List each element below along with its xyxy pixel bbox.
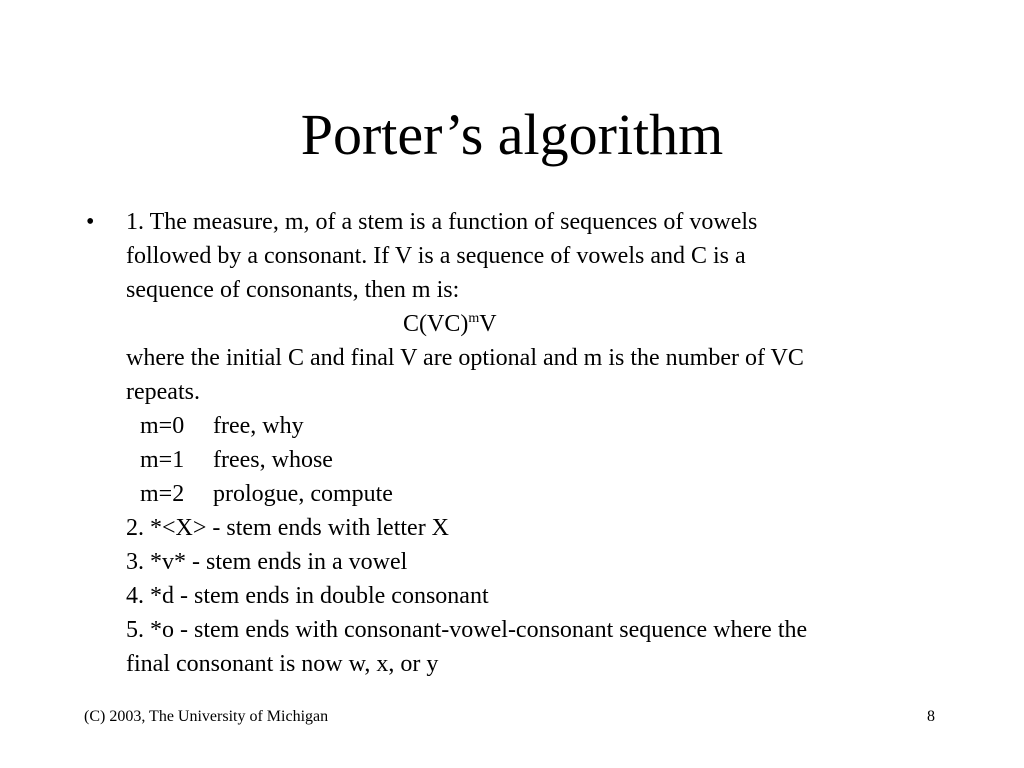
text-line: repeats. (126, 379, 200, 405)
example-measure: m=0 (140, 413, 185, 439)
rule-line: 2. *<X> - stem ends with letter X (126, 515, 450, 541)
formula-tail: V (479, 311, 497, 337)
rule-line: 4. *d - stem ends in double consonant (126, 583, 489, 609)
text-line: 1. The measure, m, of a stem is a function of sequences of vowels (126, 209, 758, 235)
example-words: frees, whose (213, 447, 333, 473)
example-measure: m=1 (140, 447, 185, 473)
page-number: 8 (927, 708, 935, 725)
example-measure: m=2 (140, 481, 185, 507)
text-line: followed by a consonant. If V is a sequence of vowels and C is a (126, 243, 746, 269)
text-line: sequence of consonants, then m is: (126, 277, 460, 303)
slide-title: Porter’s algorithm (300, 102, 724, 167)
example-row (126, 443, 956, 477)
example-row (126, 477, 956, 511)
example-words: prologue, compute (213, 481, 393, 507)
rule-line: 3. *v* - stem ends in a vowel (126, 549, 408, 575)
text-line: where the initial C and final V are optional and m is the number of VC (126, 345, 804, 371)
formula-superscript: m (468, 311, 480, 326)
example-words: free, why (213, 413, 304, 439)
bullet-content (86, 205, 956, 681)
bullet-icon: • (86, 209, 95, 235)
measure-formula (126, 307, 956, 341)
rule-line: 5. *o - stem ends with consonant-vowel-consonant sequence where the (126, 617, 808, 643)
rule-line: final consonant is now w, x, or y (126, 651, 439, 677)
footer-copyright: (C) 2003, The University of Michigan (84, 708, 329, 725)
example-row (126, 409, 956, 443)
formula-base: C(VC) (403, 311, 469, 337)
